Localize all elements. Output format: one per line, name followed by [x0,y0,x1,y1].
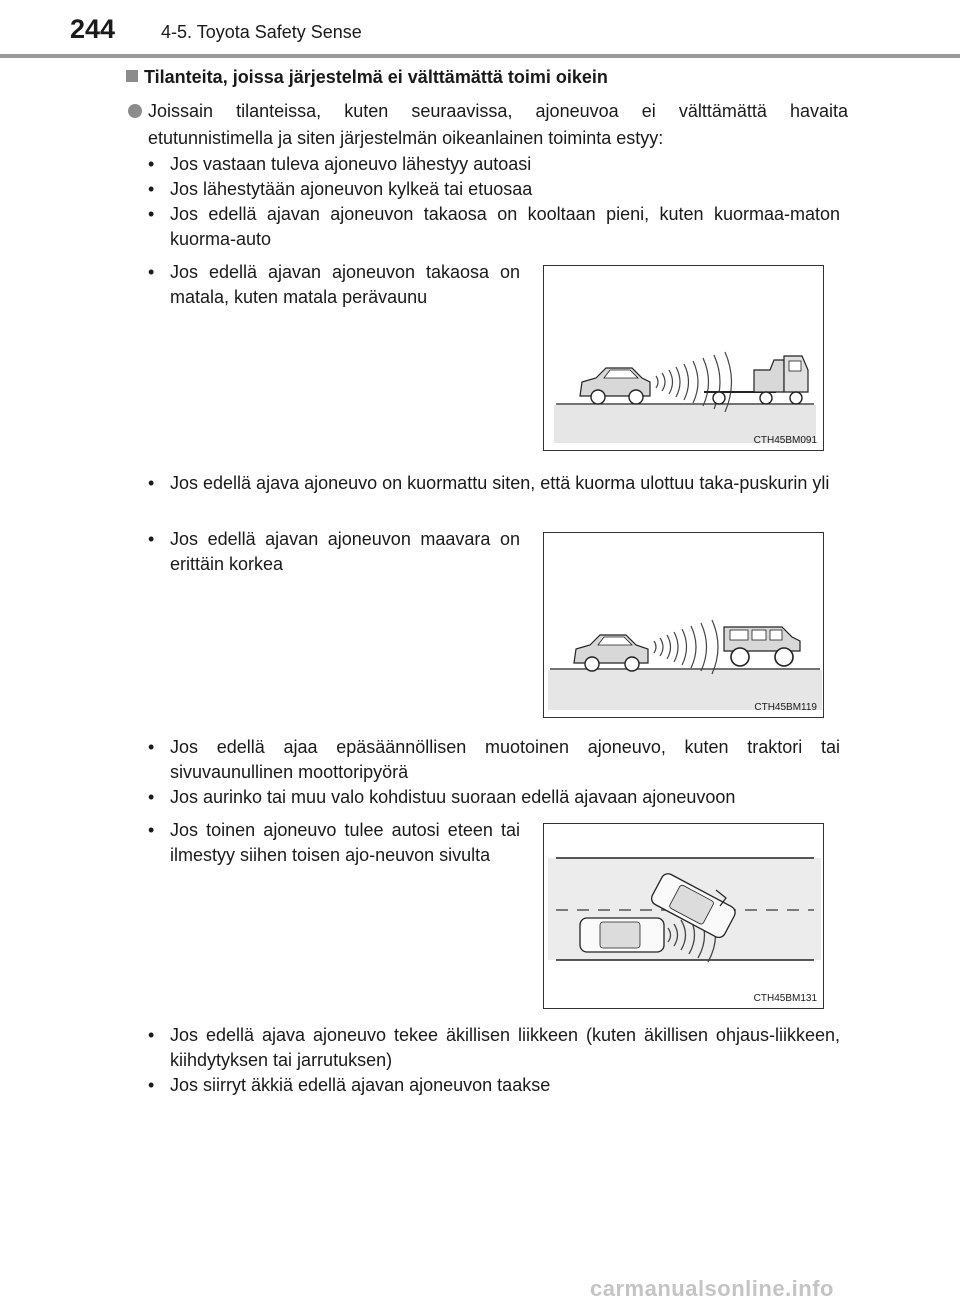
figure-code: CTH45BM119 [754,702,817,713]
figure-low-trailer [543,265,824,451]
list-item: • Jos edellä ajavan ajoneuvon takaosa on matala, kuten matala perävaunu [148,262,520,307]
low-trailer-illustration [544,266,825,452]
square-bullet-icon [126,70,138,82]
watermark-text: carmanualsonline.info [590,1276,834,1301]
figure-high-clearance [543,532,824,718]
cut-in-illustration [544,824,825,1010]
header-rule [0,54,960,58]
subsection-heading [126,67,608,88]
section-title: 4-5. Toyota Safety Sense [161,22,362,42]
page-header [0,0,960,58]
list-item: • Jos aurinko tai muu valo kohdistuu suoraan edellä ajavaan ajoneuvoon [148,787,736,807]
list-item: • Jos edellä ajava ajoneuvo on kuormattu siten, että kuorma ulottuu taka-puskurin yli [148,473,830,493]
list-item: • Jos edellä ajavan ajoneuvon maavara on erittäin korkea [148,529,520,574]
list-item: • Jos edellä ajava ajoneuvo tekee äkillisen liikkeen (kuten äkillisen ohjaus-liikkeen, kiihdytyksen tai jarrutuksen) [148,1025,840,1070]
heading-text: Tilanteita, joissa järjestelmä ei välttämättä toimi oikein [144,67,608,87]
figure-cut-in [543,823,824,1009]
figure-code: CTH45BM131 [753,993,817,1004]
list-item: • Jos vastaan tuleva ajoneuvo lähestyy autoasi [148,154,532,174]
circle-bullet-icon [128,104,142,118]
high-clearance-illustration [544,533,825,719]
list-item: • Jos lähestytään ajoneuvon kylkeä tai etuosaa [148,179,533,199]
page-number: 244 [70,14,116,44]
list-item: • Jos toinen ajoneuvo tulee autosi eteen tai ilmestyy siihen toisen ajo-neuvon sivulta [148,820,520,865]
intro-paragraph [128,98,848,152]
intro-text: Joissain tilanteissa, kuten seuraavissa, ajoneuvoa ei välttämättä havaita etutunnistimella ja siten järjestelmän oikeanlainen toiminta estyy: [148,101,848,148]
list-item: • Jos edellä ajavan ajoneuvon takaosa on kooltaan pieni, kuten kuormaa-maton kuorma-auto [148,204,840,249]
figure-code: CTH45BM091 [753,435,817,446]
list-item: • Jos siirryt äkkiä edellä ajavan ajoneuvon taakse [148,1075,551,1095]
list-item: • Jos edellä ajaa epäsäännöllisen muotoinen ajoneuvo, kuten traktori tai sivuvaunullinen moottoripyörä [148,737,840,782]
